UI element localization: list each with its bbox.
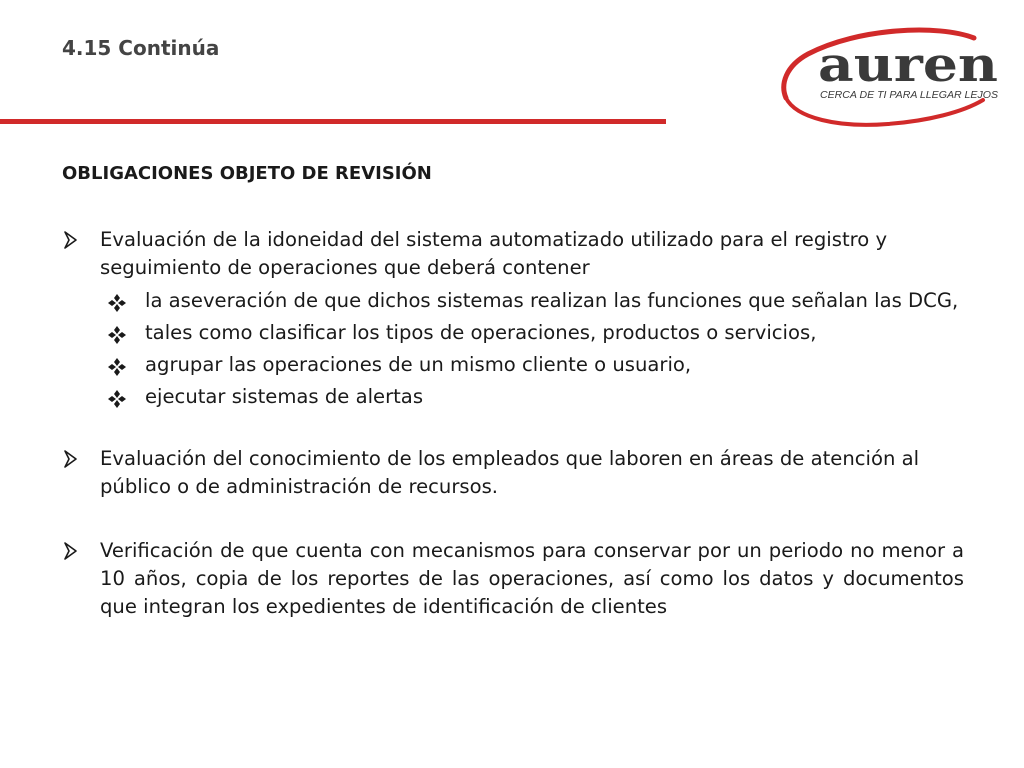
sub-item bbox=[100, 383, 964, 411]
bullet-list bbox=[62, 226, 964, 621]
arrow-bullet-icon bbox=[62, 538, 84, 564]
arrow-bullet-icon bbox=[62, 227, 84, 253]
slide-heading: OBLIGACIONES OBJETO DE REVISIÓN bbox=[62, 163, 432, 184]
bullet-text: Evaluación de la idoneidad del sistema automatizado utilizado para el registro y seguimiento de operaciones que deberá contener bbox=[100, 228, 888, 279]
sub-item-text: la aseveración de que dichos sistemas realizan las funciones que señalan las DCG, bbox=[145, 289, 959, 312]
logo-tagline: CERCA DE TI PARA LLEGAR LEJOS bbox=[820, 89, 998, 101]
diamond-bullet-icon bbox=[108, 292, 126, 310]
auren-logo bbox=[778, 26, 1004, 130]
bullet-text: Evaluación del conocimiento de los empleados que laboren en áreas de atención al público o de administración de recursos. bbox=[100, 447, 920, 498]
arrow-bullet-icon bbox=[62, 446, 84, 472]
sub-item bbox=[100, 351, 964, 379]
diamond-bullet-icon bbox=[108, 324, 126, 342]
sub-item-text: ejecutar sistemas de alertas bbox=[145, 385, 424, 408]
section-title: 4.15 Continúa bbox=[62, 36, 220, 60]
bullet-text: Verificación de que cuenta con mecanismos para conservar por un periodo no menor a 10 años, copia de los reportes de las operaciones, así como los datos y documentos que integran los expedientes de identificación de clientes bbox=[100, 539, 964, 618]
header-divider bbox=[0, 119, 666, 124]
diamond-bullet-icon bbox=[108, 388, 126, 406]
sub-list bbox=[62, 287, 964, 411]
bullet-item bbox=[62, 445, 964, 501]
bullet-item bbox=[62, 226, 964, 282]
diamond-bullet-icon bbox=[108, 356, 126, 374]
logo-swoosh-bottom bbox=[786, 98, 983, 125]
sub-item-text: tales como clasificar los tipos de operaciones, productos o servicios, bbox=[145, 321, 817, 344]
sub-item bbox=[100, 287, 964, 315]
bullet-item bbox=[62, 537, 964, 621]
logo-wordmark: auren bbox=[818, 37, 998, 93]
sub-item bbox=[100, 319, 964, 347]
sub-item-text: agrupar las operaciones de un mismo cliente o usuario, bbox=[145, 353, 692, 376]
